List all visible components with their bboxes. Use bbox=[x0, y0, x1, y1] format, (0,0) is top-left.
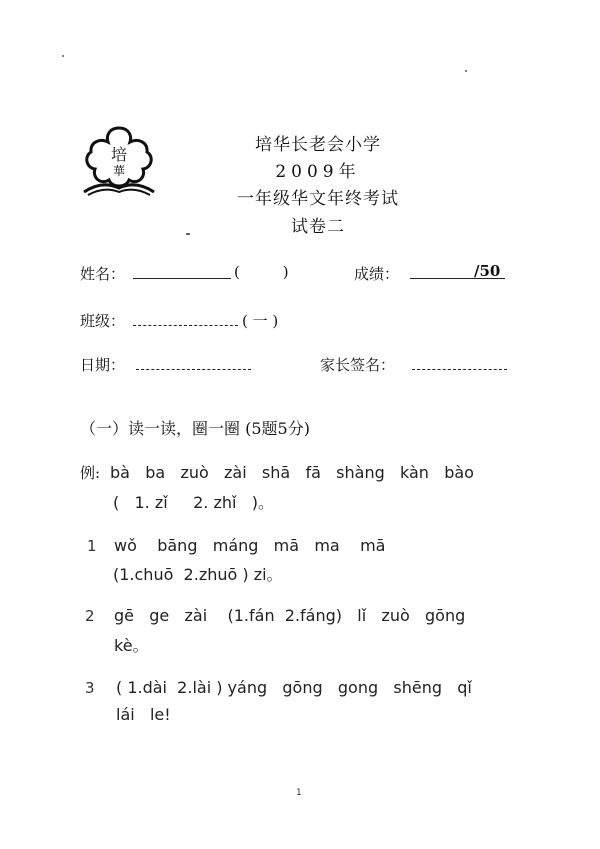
name-label: 姓名： bbox=[80, 265, 126, 283]
example-pinyin-line: bà ba zuò zài shā fā shàng kàn bào bbox=[110, 463, 474, 482]
question-pinyin-line: wǒ bāng máng mā ma mā bbox=[114, 536, 386, 555]
section-title: （一）读一读，圈一圈 (5题5分) bbox=[80, 419, 310, 438]
exam-year: 2009年 bbox=[275, 162, 361, 182]
name-blank[interactable] bbox=[133, 264, 231, 283]
example-choices: ( 1. zǐ 2. zhǐ )。 bbox=[113, 493, 274, 512]
question-choices: kè。 bbox=[114, 636, 149, 655]
exam-title: 一年级华文年终考试 bbox=[237, 189, 399, 209]
question-choices: (1.chuō 2.zhuō ) zi。 bbox=[113, 565, 283, 584]
parent-signature-blank[interactable] bbox=[412, 355, 507, 374]
question-number: 3 bbox=[85, 679, 95, 697]
page-number: 1 bbox=[296, 788, 302, 798]
parent-signature-label: 家长签名： bbox=[320, 356, 396, 374]
scan-speck bbox=[465, 70, 467, 72]
question-pinyin-line: ( 1.dài 2.lài ) yáng gōng gong shēng qǐ bbox=[116, 678, 472, 697]
class-label: 班级： bbox=[80, 312, 126, 330]
date-blank[interactable] bbox=[136, 355, 251, 374]
score-label: 成绩： bbox=[354, 265, 400, 283]
question-number: 1 bbox=[87, 537, 97, 555]
example-label: 例: bbox=[80, 464, 101, 482]
score-total: /50 bbox=[474, 262, 501, 280]
svg-text:培: 培 bbox=[110, 145, 128, 164]
paper-title: 试卷二 bbox=[291, 217, 345, 237]
date-label: 日期： bbox=[80, 356, 126, 374]
scan-speck bbox=[186, 233, 190, 235]
scan-speck bbox=[62, 55, 64, 57]
question-pinyin-line: gē ge zài (1.fán 2.fáng) lǐ zuò gōng bbox=[114, 606, 466, 625]
class-blank[interactable] bbox=[133, 311, 238, 330]
question-choices: lái le! bbox=[116, 705, 171, 724]
svg-text:華: 華 bbox=[112, 164, 126, 178]
school-name: 培华长老会小学 bbox=[255, 135, 381, 155]
class-value: ( 一 ) bbox=[242, 312, 279, 330]
question-number: 2 bbox=[85, 607, 95, 625]
name-number-paren: ( ) bbox=[234, 263, 289, 281]
